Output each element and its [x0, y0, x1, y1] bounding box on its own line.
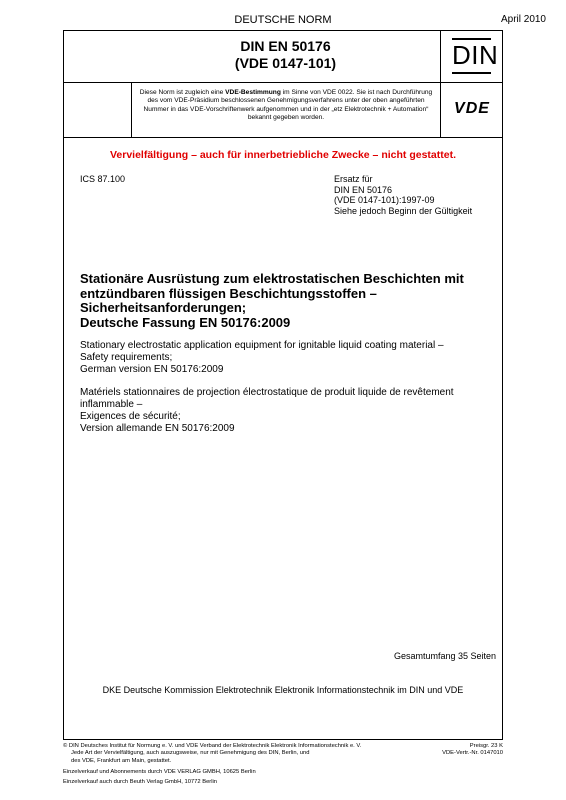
page-count: Gesamtumfang 35 Seiten — [393, 651, 496, 661]
norm-number — [131, 38, 440, 72]
footer-price — [442, 743, 503, 758]
title-de-line1: Stationäre Ausrüstung zum elektrostatischen Beschichten mit — [80, 271, 464, 286]
copyright-line2: Jede Art der Vervielfältigung, auch auszugsweise, nur mit Genehmigung des DIN, Berlin, und — [71, 750, 310, 757]
divider-line — [63, 82, 503, 83]
vde-logo: VDE — [454, 100, 490, 117]
title-de-line3: Sicherheitsanforderungen; — [80, 300, 247, 315]
title-de-line2: entzündbaren flüssigen Beschichtungsstoffen – — [80, 285, 377, 301]
ersatz-line2: DIN EN 50176 — [334, 184, 393, 195]
title-german — [80, 272, 490, 330]
dke-line: DKE Deutsche Kommission Elektrotechnik Elektronik Informationstechnik im DIN und VDE — [102, 685, 464, 695]
title-de-line4: Deutsche Fassung EN 50176:2009 — [80, 314, 291, 330]
title-fr-line2: inflammable – — [80, 399, 143, 410]
ersatz-line1: Ersatz für — [334, 174, 373, 184]
vde-order-number: VDE-Vertr.-Nr. 0147010 — [442, 750, 503, 757]
copyright-line1: © DIN Deutsches Institut für Normung e. V. und VDE Verband der Elektrotechnik Elektronik Informationstechnik e. V. — [63, 743, 362, 749]
sales-info-2: Einzelverkauf auch durch Beuth Verlag GmbH, 10772 Berlin — [63, 779, 218, 785]
title-fr-line1: Matériels stationnaires de projection électrostatique de produit liquide de revêtement — [80, 387, 454, 398]
title-en-line3: German version EN 50176:2009 — [80, 364, 224, 375]
copyright-line3: des VDE, Frankfurt am Main, gestattet. — [71, 757, 172, 764]
logo-column-divider — [440, 30, 441, 137]
title-en-line1: Stationary electrostatic application equipment for ignitable liquid coating material – — [80, 340, 444, 351]
vde-note-lead: Diese Norm ist zugleich eine — [139, 89, 226, 96]
title-english — [80, 340, 490, 376]
vde-note — [135, 89, 437, 123]
sales-info-1: Einzelverkauf und Abonnements durch VDE VERLAG GMBH, 10625 Berlin — [63, 769, 256, 775]
ics-code: ICS 87.100 — [80, 174, 126, 184]
replacement-info — [334, 174, 472, 216]
title-fr-line4: Version allemande EN 50176:2009 — [80, 423, 235, 434]
norm-number-line2: (VDE 0147-101) — [234, 55, 337, 71]
title-fr-line3: Exigences de sécurité; — [80, 411, 181, 422]
vde-note-rest: im Sinne von VDE 0022. Sie ist nach Durchführung des vom VDE-Präsidium beschlossenen Genehmigungsverfahrens unter der oben angeführten Nummer in das VDE-Vorschriftenwerk aufgenommen und in der „etz Elektrotechnik + Automation“ bekannt gegeben worden. — [143, 89, 433, 122]
vde-note-bold: VDE-Bestimmung — [225, 89, 281, 96]
title-french — [80, 387, 490, 435]
price-group: Preisgr. 23 K — [469, 743, 503, 749]
copy-warning: Vervielfältigung – auch für innerbetriebliche Zwecke – nicht gestattet. — [109, 149, 456, 161]
ersatz-line3: (VDE 0147-101):1997-09 — [334, 195, 435, 206]
divider-line — [63, 137, 503, 138]
footer-copyright — [63, 743, 503, 765]
din-logo — [452, 38, 499, 74]
ersatz-line4: Siehe jedoch Beginn der Gültigkeit — [334, 205, 473, 216]
note-column-divider — [131, 82, 132, 137]
header-date: April 2010 — [500, 14, 546, 25]
norm-number-line1: DIN EN 50176 — [240, 38, 331, 54]
header-title: DEUTSCHE NORM — [234, 14, 332, 26]
din-logo-text: DIN — [452, 40, 499, 70]
title-en-line2: Safety requirements; — [80, 352, 173, 363]
